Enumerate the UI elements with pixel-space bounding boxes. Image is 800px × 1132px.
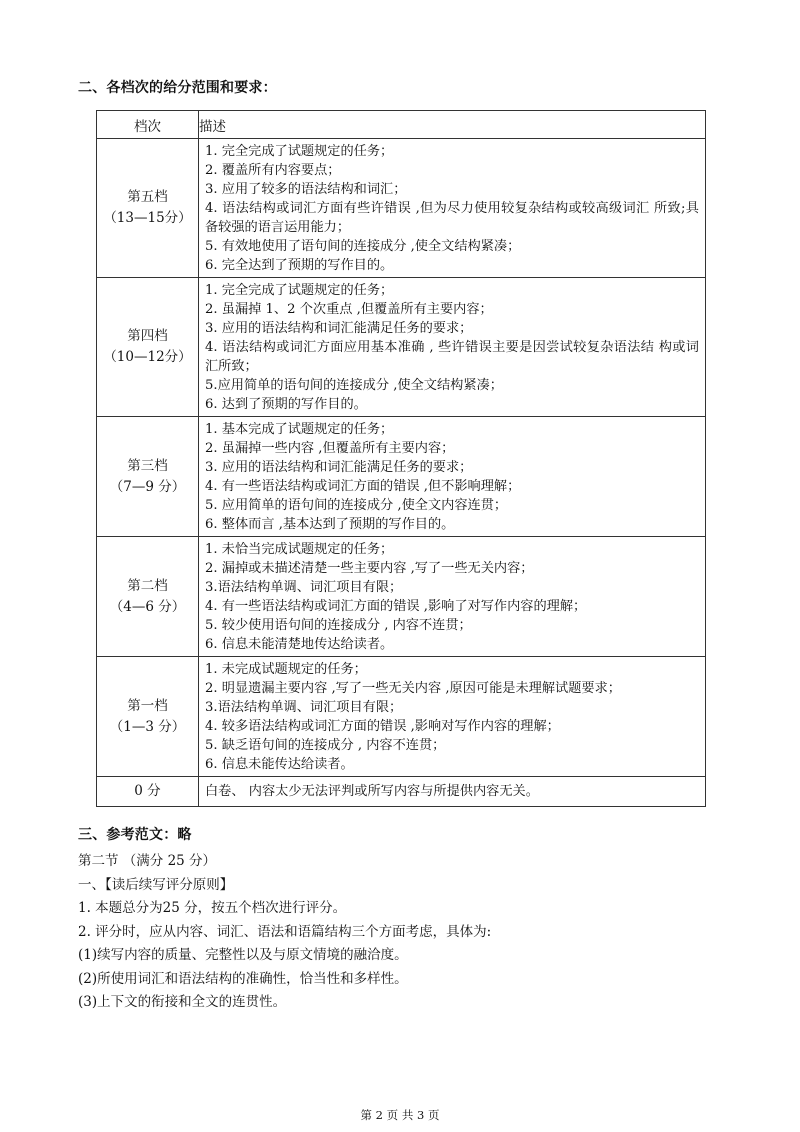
principle-line: (3)上下文的衔接和全文的连贯性。: [78, 994, 287, 1010]
table-row: [97, 139, 706, 278]
criterion-line: 1. 基本完成了试题规定的任务；: [205, 422, 394, 437]
description-cell: [199, 278, 706, 417]
level-range: （7—9 分）: [109, 478, 186, 495]
criterion-line: 6. 信息未能清楚地传达给读者。: [205, 637, 394, 652]
scoring-principles: [78, 850, 738, 1015]
criterion-line: 6. 完全达到了预期的写作目的。: [205, 258, 394, 273]
criterion-line: 1. 未恰当完成试题规定的任务；: [205, 542, 394, 557]
criterion-line: 6. 达到了预期的写作目的。: [205, 397, 367, 412]
level-cell: 0 分: [97, 777, 199, 807]
section-2-heading: 二、各档次的给分范围和要求：: [78, 80, 277, 96]
criterion-line: 2. 明显遗漏主要内容 ,写了一些无关内容 ,原因可能是未理解试题要求；: [205, 681, 621, 696]
criterion-line: 1. 未完成试题规定的任务；: [205, 662, 367, 677]
criterion-line: 5. 缺乏语句间的连接成分 , 内容不连贯；: [205, 738, 446, 753]
criterion-line: 4. 有一些语法结构或词汇方面的错误 ,影响了对写作内容的理解；: [205, 599, 587, 614]
principle-line: (1)续写内容的质量、完整性以及与原文情境的融洽度。: [78, 947, 408, 963]
level-range: （1—3 分）: [109, 718, 186, 735]
criterion-line: 3.语法结构单调、词汇项目有限；: [205, 580, 403, 595]
criterion-line: 5.应用简单的语句间的连接成分 ,使全文结构紧凑；: [205, 378, 503, 393]
level-cell: [97, 417, 199, 537]
criterion-line: 3. 应用了较多的语法结构和词汇；: [205, 182, 407, 197]
table-row: [97, 657, 706, 777]
header-description: 描述: [199, 111, 706, 139]
description-cell: [199, 537, 706, 657]
level-cell: [97, 278, 199, 417]
criterion-line: 2. 虽漏掉一些内容 ,但覆盖所有主要内容；: [205, 441, 455, 456]
criterion-line: 4. 有一些语法结构或词汇方面的错误 ,但不影响理解；: [205, 479, 521, 494]
table-row: [97, 417, 706, 537]
level-name: 第四档: [127, 328, 168, 344]
criterion-line: 5. 应用简单的语句间的连接成分 ,使全文内容连贯；: [205, 498, 508, 513]
criterion-line: 3. 应用的语法结构和词汇能满足任务的要求；: [205, 321, 473, 336]
criterion-line: 2. 虽漏掉 1、2 个次重点 ,但覆盖所有主要内容；: [205, 302, 493, 317]
level-name: 第五档: [127, 189, 168, 205]
table-row: [97, 278, 706, 417]
criterion-line: 2. 覆盖所有内容要点；: [205, 163, 341, 178]
principles-title: 一、【读后续写评分原则】: [78, 876, 234, 893]
level-name: 第三档: [127, 457, 168, 474]
level-cell: [97, 657, 199, 777]
table-row: [97, 537, 706, 657]
level-range: （4—6 分）: [109, 598, 186, 615]
principle-line: (2)所使用词汇和语法结构的准确性，恰当性和多样性。: [78, 970, 408, 987]
criterion-line: 6. 信息未能传达给读者。: [205, 757, 354, 772]
criterion-line: 3.语法结构单调、词汇项目有限；: [205, 700, 403, 715]
section-3-heading: 三、参考范文：略: [78, 827, 192, 843]
description-cell: [199, 139, 706, 278]
header-level: 档次: [97, 111, 199, 139]
criterion-line: 5. 有效地使用了语句间的连接成分 ,使全文结构紧凑；: [205, 239, 521, 254]
description-cell: [199, 417, 706, 537]
level-name: 第一档: [127, 697, 168, 714]
section-subtitle: 第二节 （满分 25 分）: [78, 853, 217, 869]
description-cell: 白卷、 内容太少无法评判或所写内容与所提供内容无关。: [199, 777, 706, 807]
grading-table: [96, 110, 706, 807]
level-range: （13—15分）: [103, 210, 192, 226]
level-cell: [97, 537, 199, 657]
page-footer: 第 2 页 共 3 页: [360, 1108, 440, 1122]
description-cell: [199, 657, 706, 777]
criterion-line: 2. 漏掉或未描述清楚一些主要内容 ,写了一些无关内容；: [205, 561, 534, 576]
criterion-line: 4. 语法结构或词汇方面应用基本准确 , 些许错误主要是因尝试较复杂语法结 构或词汇所致；: [205, 340, 699, 374]
criterion-line: 4. 语法结构或词汇方面有些许错误 ,但为尽力使用较复杂结构或较高级词汇 所致;具备较强的语言运用能力；: [205, 201, 699, 235]
principle-line: 2. 评分时，应从内容、词汇、语法和语篇结构三个方面考虑，具体为:: [78, 923, 492, 940]
table-header-row: [97, 111, 706, 139]
table-row-zero: [97, 777, 706, 807]
criterion-line: 1. 完全完成了试题规定的任务；: [205, 144, 394, 159]
criterion-line: 5. 较少使用语句间的连接成分 , 内容不连贯；: [205, 618, 472, 633]
criterion-line: 1. 完全完成了试题规定的任务；: [205, 283, 394, 298]
level-cell: [97, 139, 199, 278]
level-name: 第二档: [127, 577, 168, 594]
criterion-line: 6. 整体而言 ,基本达到了预期的写作目的。: [205, 517, 455, 532]
level-range: （10—12分）: [103, 349, 192, 365]
criterion-line: 3. 应用的语法结构和词汇能满足任务的要求；: [205, 460, 473, 475]
criterion-line: 4. 较多语法结构或词汇方面的错误 ,影响对写作内容的理解；: [205, 719, 560, 734]
principle-line: 1. 本题总分为25 分，按五个档次进行评分。: [78, 900, 347, 916]
